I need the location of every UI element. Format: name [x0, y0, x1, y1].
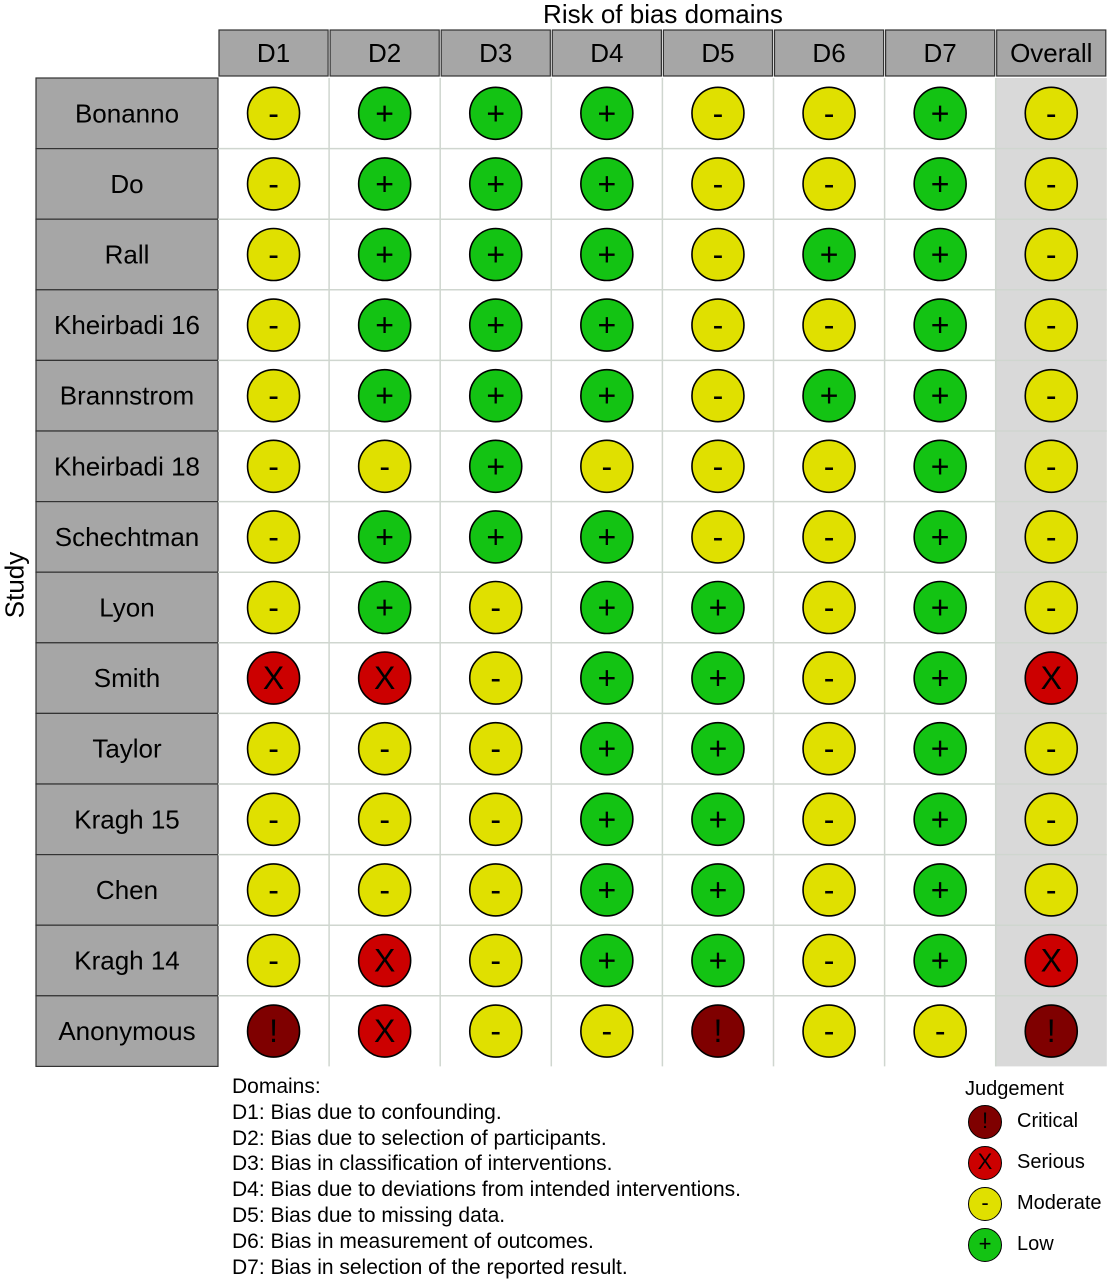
svg-text:+: +	[486, 307, 506, 344]
svg-text:+: +	[930, 165, 950, 202]
cell-bonanno-d4-low	[581, 87, 633, 139]
svg-text:!: !	[1046, 1013, 1056, 1050]
cell-brannstrom-d4-low	[581, 370, 633, 422]
svg-text:+: +	[708, 942, 728, 979]
legend-item-low	[960, 1225, 1109, 1266]
cell-brannstrom-d3-low	[470, 370, 522, 422]
low-icon: +	[968, 1228, 1002, 1262]
cell-rall-d1-moderate	[248, 229, 300, 281]
cell-anonymous-overall-critical	[1025, 1005, 1077, 1057]
study-label-brannstrom	[36, 360, 218, 431]
svg-text:+: +	[597, 871, 617, 908]
svg-text:Anonymous: Anonymous	[58, 1016, 196, 1047]
cell-lyon-d2-low	[359, 582, 411, 634]
cell-do-overall-moderate	[1025, 158, 1077, 210]
svg-text:-: -	[823, 871, 835, 908]
cell-schechtman-d7-low	[914, 511, 966, 563]
cell-kragh-15-d5-low	[692, 793, 744, 845]
cell-kragh-15-overall-moderate	[1025, 793, 1077, 845]
svg-text:-: -	[1045, 165, 1057, 202]
svg-text:+: +	[708, 871, 728, 908]
svg-text:+: +	[375, 236, 394, 273]
svg-text:-: -	[712, 95, 724, 132]
cell-schechtman-d3-low	[470, 511, 522, 563]
cell-taylor-d2-moderate	[359, 723, 411, 775]
svg-text:-: -	[379, 730, 390, 767]
svg-text:+: +	[486, 448, 506, 485]
domains-legend-item-d5: D5: Bias due to missing data.	[232, 1203, 506, 1227]
svg-text:-: -	[268, 730, 279, 767]
svg-text:-: -	[268, 942, 279, 979]
svg-text:+: +	[930, 730, 950, 767]
cell-taylor-d1-moderate	[248, 723, 300, 775]
svg-text:Lyon: Lyon	[99, 592, 155, 623]
cell-kheirbadi-16-d2-low	[359, 299, 411, 351]
column-header-d2	[330, 30, 439, 76]
cell-lyon-overall-moderate	[1025, 582, 1077, 634]
svg-text:-: -	[1045, 871, 1057, 908]
chart-title: Risk of bias domains	[543, 0, 783, 29]
svg-text:-: -	[712, 165, 724, 202]
cell-taylor-d3-moderate	[470, 723, 522, 775]
cell-rall-d7-low	[914, 229, 966, 281]
cell-chen-d6-moderate	[803, 864, 855, 916]
cell-smith-d1-serious	[248, 652, 300, 704]
svg-text:+: +	[486, 377, 506, 414]
svg-text:Kheirbadi 16: Kheirbadi 16	[54, 310, 200, 341]
cell-brannstrom-d7-low	[914, 370, 966, 422]
study-label-do	[36, 149, 218, 220]
cell-brannstrom-d5-moderate	[692, 370, 744, 422]
svg-text:+: +	[930, 801, 950, 838]
legend-label-moderate: Moderate	[1017, 1192, 1102, 1214]
cell-anonymous-d5-critical	[692, 1005, 744, 1057]
svg-text:X: X	[373, 660, 396, 697]
cell-anonymous-d6-moderate	[803, 1005, 855, 1057]
cell-kragh-15-d2-moderate	[359, 793, 411, 845]
svg-text:-: -	[1045, 236, 1057, 273]
svg-text:Do: Do	[110, 168, 144, 199]
svg-text:+: +	[486, 95, 506, 132]
cell-kragh-14-d3-moderate	[470, 935, 522, 987]
svg-text:-: -	[823, 660, 835, 697]
svg-text:+: +	[486, 236, 506, 273]
svg-text:Kragh 14: Kragh 14	[74, 945, 180, 976]
cell-kragh-14-d1-moderate	[248, 935, 300, 987]
svg-text:-: -	[268, 518, 279, 555]
svg-text:+: +	[375, 377, 394, 414]
cell-smith-overall-serious	[1025, 652, 1077, 704]
svg-text:-: -	[1045, 730, 1057, 767]
svg-text:-: -	[379, 801, 390, 838]
cell-bonanno-d5-moderate	[692, 87, 744, 139]
svg-text:D5: D5	[701, 38, 735, 68]
cell-anonymous-d7-moderate	[914, 1005, 966, 1057]
svg-text:+: +	[597, 801, 617, 838]
cell-brannstrom-d6-low	[803, 370, 855, 422]
cell-kragh-15-d1-moderate	[248, 793, 300, 845]
cell-anonymous-d1-critical	[248, 1005, 300, 1057]
cell-smith-d2-serious	[359, 652, 411, 704]
column-header-d6	[775, 30, 884, 76]
svg-text:-: -	[268, 95, 279, 132]
cell-kheirbadi-18-d6-moderate	[803, 440, 855, 492]
cell-rall-d2-low	[359, 229, 411, 281]
study-label-schechtman	[36, 502, 218, 573]
svg-text:-: -	[601, 448, 613, 485]
svg-text:-: -	[712, 448, 724, 485]
cell-kragh-14-d7-low	[914, 935, 966, 987]
cell-do-d7-low	[914, 158, 966, 210]
cell-rall-d6-low	[803, 229, 855, 281]
svg-text:-: -	[823, 1013, 835, 1050]
cell-do-d3-low	[470, 158, 522, 210]
svg-text:+: +	[375, 518, 394, 555]
cell-brannstrom-d2-low	[359, 370, 411, 422]
domains-legend-heading: Domains:	[232, 1075, 321, 1098]
study-label-chen	[36, 855, 218, 926]
domains-legend	[232, 1074, 741, 1280]
svg-text:-: -	[1045, 518, 1057, 555]
svg-text:-: -	[1045, 377, 1057, 414]
cell-bonanno-d3-low	[470, 87, 522, 139]
svg-text:Brannstrom: Brannstrom	[59, 380, 195, 411]
moderate-icon: -	[968, 1187, 1002, 1221]
study-label-lyon	[36, 572, 218, 643]
svg-text:X: X	[373, 1013, 396, 1050]
svg-text:-: -	[823, 165, 835, 202]
cell-smith-d3-moderate	[470, 652, 522, 704]
svg-text:+: +	[930, 660, 950, 697]
svg-text:-: -	[601, 1013, 613, 1050]
cell-brannstrom-overall-moderate	[1025, 370, 1077, 422]
cell-kheirbadi-16-d4-low	[581, 299, 633, 351]
cell-kheirbadi-16-d7-low	[914, 299, 966, 351]
cell-rall-d5-moderate	[692, 229, 744, 281]
study-label-rall	[36, 219, 218, 290]
svg-text:-: -	[268, 448, 279, 485]
svg-text:+: +	[930, 942, 950, 979]
cell-kheirbadi-18-d7-low	[914, 440, 966, 492]
svg-text:X: X	[262, 660, 285, 697]
cell-rall-d4-low	[581, 229, 633, 281]
svg-text:+: +	[375, 165, 394, 202]
svg-text:-: -	[712, 518, 724, 555]
svg-text:-: -	[823, 448, 835, 485]
svg-text:+: +	[597, 165, 617, 202]
cell-taylor-d5-low	[692, 723, 744, 775]
study-label-kheirbadi-18	[36, 431, 218, 502]
cell-do-d5-moderate	[692, 158, 744, 210]
legend-label-critical: Critical	[1017, 1110, 1079, 1132]
svg-text:-: -	[490, 942, 502, 979]
cell-schechtman-d6-moderate	[803, 511, 855, 563]
column-header-overall	[997, 30, 1106, 76]
domains-legend-item-d6: D6: Bias in measurement of outcomes.	[232, 1229, 594, 1253]
cell-chen-d5-low	[692, 864, 744, 916]
svg-text:+: +	[708, 660, 728, 697]
domains-legend-item-d2: D2: Bias due to selection of participants.	[232, 1126, 607, 1150]
column-header-d4	[552, 30, 661, 76]
svg-text:-: -	[712, 236, 724, 273]
y-axis-label-text: Study	[0, 551, 30, 619]
column-header-d7	[886, 30, 995, 76]
cell-kheirbadi-18-d3-low	[470, 440, 522, 492]
cell-taylor-overall-moderate	[1025, 723, 1077, 775]
svg-text:-: -	[823, 730, 835, 767]
svg-text:+: +	[375, 95, 394, 132]
cell-kheirbadi-16-d5-moderate	[692, 299, 744, 351]
cell-chen-d4-low	[581, 864, 633, 916]
cell-bonanno-overall-moderate	[1025, 87, 1077, 139]
svg-text:Schechtman: Schechtman	[54, 521, 200, 552]
cell-brannstrom-d1-moderate	[248, 370, 300, 422]
svg-text:-: -	[379, 448, 390, 485]
cell-chen-overall-moderate	[1025, 864, 1077, 916]
svg-text:+: +	[597, 307, 617, 344]
svg-text:-: -	[379, 871, 390, 908]
svg-text:-: -	[823, 95, 835, 132]
study-label-smith	[36, 643, 218, 714]
svg-text:+: +	[930, 518, 950, 555]
svg-text:Bonanno: Bonanno	[74, 98, 180, 129]
svg-text:-: -	[268, 236, 279, 273]
svg-text:-: -	[934, 1013, 946, 1050]
svg-text:+: +	[597, 95, 617, 132]
svg-text:D1: D1	[256, 38, 291, 68]
svg-text:-: -	[268, 307, 279, 344]
cell-lyon-d1-moderate	[248, 582, 300, 634]
svg-text:-: -	[490, 871, 502, 908]
study-label-kheirbadi-16	[36, 290, 218, 361]
column-header-d5	[663, 30, 772, 76]
cell-anonymous-d2-serious	[359, 1005, 411, 1057]
svg-text:+: +	[375, 589, 394, 626]
cell-schechtman-d4-low	[581, 511, 633, 563]
cell-schechtman-d2-low	[359, 511, 411, 563]
cell-rall-d3-low	[470, 229, 522, 281]
svg-text:-: -	[823, 589, 835, 626]
svg-text:+: +	[930, 589, 950, 626]
cell-kragh-15-d7-low	[914, 793, 966, 845]
critical-icon: !	[968, 1105, 1002, 1139]
svg-text:-: -	[1045, 801, 1057, 838]
svg-text:-: -	[1045, 95, 1057, 132]
cell-rall-overall-moderate	[1025, 229, 1077, 281]
cell-chen-d2-moderate	[359, 864, 411, 916]
cell-kragh-14-d6-moderate	[803, 935, 855, 987]
cell-anonymous-d4-moderate	[581, 1005, 633, 1057]
cell-kheirbadi-18-overall-moderate	[1025, 440, 1077, 492]
cell-bonanno-d1-moderate	[248, 87, 300, 139]
svg-text:Taylor: Taylor	[92, 733, 162, 764]
svg-text:+: +	[708, 730, 728, 767]
judgement-legend-title: Judgement	[965, 1078, 1064, 1100]
svg-text:-: -	[1045, 448, 1057, 485]
svg-text:-: -	[490, 730, 502, 767]
svg-text:Smith: Smith	[93, 663, 161, 694]
svg-text:D3: D3	[479, 38, 513, 68]
legend-item-serious	[960, 1143, 1109, 1184]
cell-smith-d5-low	[692, 652, 744, 704]
cell-lyon-d5-low	[692, 582, 744, 634]
svg-text:-: -	[490, 589, 502, 626]
cell-lyon-d3-moderate	[470, 582, 522, 634]
cell-schechtman-d1-moderate	[248, 511, 300, 563]
svg-text:+: +	[819, 236, 839, 273]
svg-text:+: +	[930, 377, 950, 414]
cell-kheirbadi-16-overall-moderate	[1025, 299, 1077, 351]
svg-text:!: !	[713, 1013, 723, 1050]
svg-text:-: -	[823, 801, 835, 838]
cell-taylor-d6-moderate	[803, 723, 855, 775]
svg-text:+: +	[597, 236, 617, 273]
svg-text:Kragh 15: Kragh 15	[74, 804, 180, 835]
column-header-d1	[219, 30, 328, 76]
svg-text:Rall: Rall	[104, 239, 150, 270]
svg-text:-: -	[490, 801, 502, 838]
cell-kragh-14-d2-serious	[359, 935, 411, 987]
cell-kragh-15-d6-moderate	[803, 793, 855, 845]
legend-item-critical	[960, 1102, 1109, 1143]
svg-text:+: +	[597, 377, 617, 414]
svg-text:-: -	[823, 942, 835, 979]
svg-text:D2: D2	[368, 38, 402, 68]
svg-text:+: +	[708, 801, 728, 838]
svg-text:X: X	[1040, 660, 1062, 697]
cell-smith-d4-low	[581, 652, 633, 704]
study-label-kragh-14	[36, 925, 218, 996]
svg-text:!: !	[269, 1013, 278, 1050]
cell-lyon-d4-low	[581, 582, 633, 634]
study-label-anonymous	[36, 996, 218, 1067]
svg-text:+: +	[930, 448, 950, 485]
svg-text:+: +	[597, 518, 617, 555]
svg-text:-: -	[823, 307, 835, 344]
svg-text:X: X	[373, 942, 396, 979]
cell-smith-d7-low	[914, 652, 966, 704]
svg-text:+: +	[375, 307, 394, 344]
svg-text:Overall: Overall	[1010, 38, 1093, 68]
cell-kragh-14-d4-low	[581, 935, 633, 987]
svg-text:D4: D4	[590, 38, 624, 68]
svg-text:-: -	[490, 660, 502, 697]
svg-text:-: -	[1045, 307, 1057, 344]
svg-text:+: +	[597, 942, 617, 979]
cell-anonymous-d3-moderate	[470, 1005, 522, 1057]
domains-legend-item-d1: D1: Bias due to confounding.	[232, 1100, 502, 1124]
study-label-kragh-15	[36, 784, 218, 855]
cell-kheirbadi-18-d2-moderate	[359, 440, 411, 492]
cell-taylor-d4-low	[581, 723, 633, 775]
svg-text:+: +	[486, 165, 506, 202]
cell-kheirbadi-16-d3-low	[470, 299, 522, 351]
domains-legend-item-d7: D7: Bias in selection of the reported result.	[232, 1255, 628, 1279]
cell-do-d4-low	[581, 158, 633, 210]
domains-legend-item-d3: D3: Bias in classification of interventions.	[232, 1152, 613, 1176]
serious-icon: X	[968, 1146, 1002, 1180]
cell-bonanno-d2-low	[359, 87, 411, 139]
svg-text:-: -	[268, 589, 279, 626]
cell-kheirbadi-18-d5-moderate	[692, 440, 744, 492]
svg-text:+: +	[597, 589, 617, 626]
svg-text:+: +	[930, 307, 950, 344]
svg-text:D7: D7	[923, 38, 957, 68]
cell-schechtman-overall-moderate	[1025, 511, 1077, 563]
cell-lyon-d6-moderate	[803, 582, 855, 634]
svg-text:+: +	[930, 236, 950, 273]
cell-kheirbadi-16-d1-moderate	[248, 299, 300, 351]
judgement-legend	[960, 1076, 1109, 1266]
cell-kheirbadi-16-d6-moderate	[803, 299, 855, 351]
svg-text:-: -	[268, 377, 279, 414]
column-header-d3	[441, 30, 550, 76]
svg-text:-: -	[1045, 589, 1057, 626]
cell-bonanno-d7-low	[914, 87, 966, 139]
svg-text:-: -	[268, 801, 279, 838]
svg-text:Kheirbadi 18: Kheirbadi 18	[54, 451, 200, 482]
cell-chen-d7-low	[914, 864, 966, 916]
svg-text:+: +	[930, 871, 950, 908]
svg-text:+: +	[708, 589, 728, 626]
cell-do-d2-low	[359, 158, 411, 210]
legend-label-low: Low	[1017, 1233, 1054, 1255]
cell-chen-d3-moderate	[470, 864, 522, 916]
svg-text:+: +	[597, 730, 617, 767]
cell-kragh-15-d4-low	[581, 793, 633, 845]
cell-kragh-14-d5-low	[692, 935, 744, 987]
svg-text:-: -	[268, 165, 279, 202]
cell-kragh-14-overall-serious	[1025, 935, 1077, 987]
svg-text:-: -	[823, 518, 835, 555]
cell-kheirbadi-18-d4-moderate	[581, 440, 633, 492]
svg-text:X: X	[1040, 942, 1062, 979]
cell-do-d6-moderate	[803, 158, 855, 210]
cell-kragh-15-d3-moderate	[470, 793, 522, 845]
study-label-bonanno	[36, 78, 218, 149]
svg-text:Chen: Chen	[95, 874, 159, 905]
svg-text:D6: D6	[812, 38, 846, 68]
svg-text:-: -	[490, 1013, 502, 1050]
svg-text:-: -	[712, 307, 724, 344]
cell-do-d1-moderate	[248, 158, 300, 210]
cell-taylor-d7-low	[914, 723, 966, 775]
cell-kheirbadi-18-d1-moderate	[248, 440, 300, 492]
svg-text:-: -	[712, 377, 724, 414]
svg-text:+: +	[930, 95, 950, 132]
legend-item-moderate	[960, 1184, 1109, 1225]
study-label-taylor	[36, 713, 218, 784]
cell-chen-d1-moderate	[248, 864, 300, 916]
domains-legend-item-d4: D4: Bias due to deviations from intended interventions.	[232, 1178, 741, 1202]
svg-text:+: +	[819, 377, 839, 414]
legend-label-serious: Serious	[1017, 1151, 1085, 1173]
cell-bonanno-d6-moderate	[803, 87, 855, 139]
cell-schechtman-d5-moderate	[692, 511, 744, 563]
svg-text:+: +	[486, 518, 506, 555]
cell-lyon-d7-low	[914, 582, 966, 634]
cell-smith-d6-moderate	[803, 652, 855, 704]
svg-text:-: -	[268, 871, 279, 908]
svg-text:+: +	[597, 660, 617, 697]
